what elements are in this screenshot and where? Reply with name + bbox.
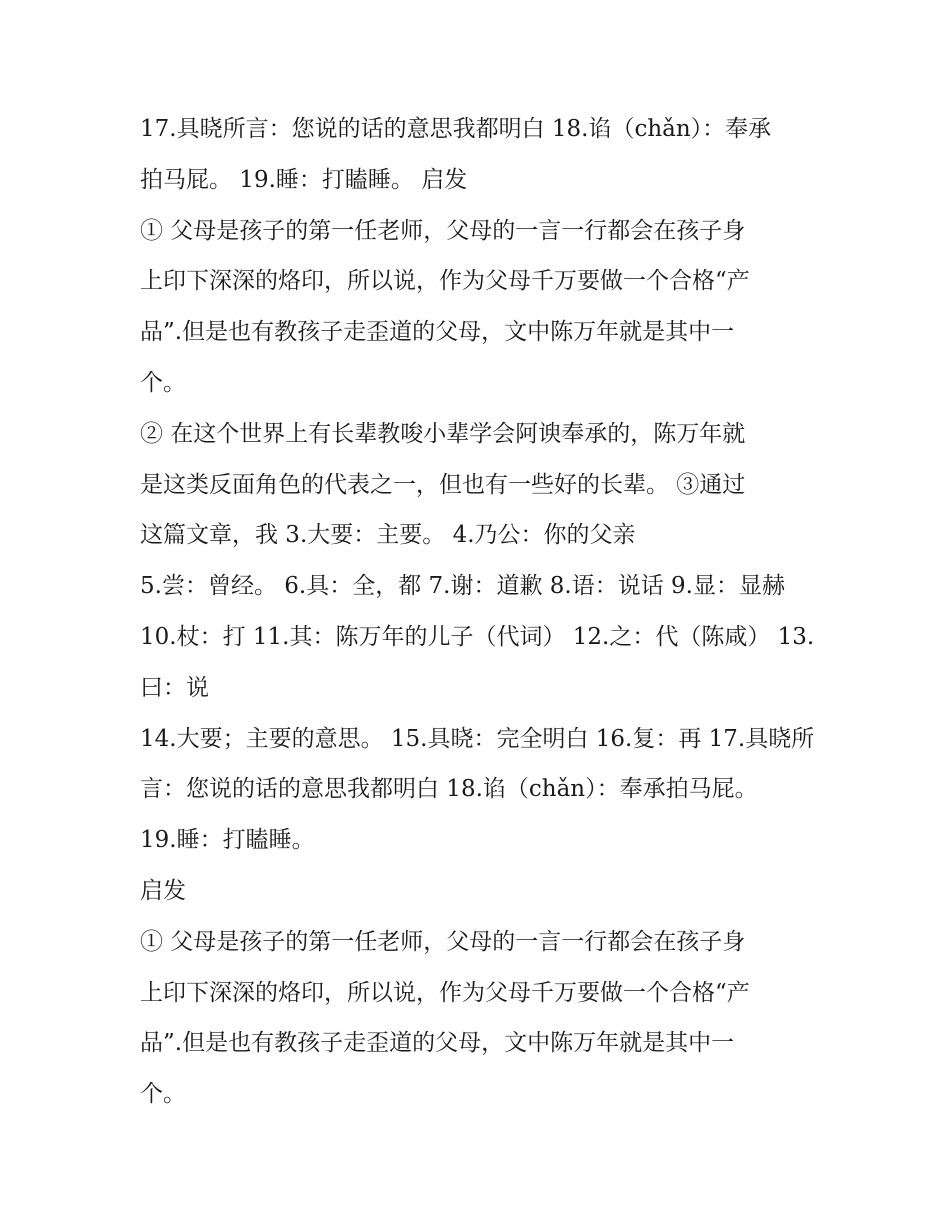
text-line: 19.睡：打瞌睡。 bbox=[140, 827, 315, 854]
text-line: 拍马屁。 19.睡：打瞌睡。 启发 bbox=[140, 166, 468, 193]
text-line: 品”.但是也有教孩子走歪道的父母，文中陈万年就是其中一 bbox=[140, 319, 735, 346]
text-line: ① 父母是孩子的第一任老师，父母的一言一行都会在孩子身 bbox=[140, 217, 746, 244]
text-line: 曰：说 bbox=[140, 674, 209, 701]
text-line: 个。 bbox=[140, 369, 186, 396]
text-line: 上印下深深的烙印，所以说，作为父母千万要做一个合格“产 bbox=[140, 268, 750, 295]
document-text bbox=[140, 104, 820, 1120]
text-line: 上印下深深的烙印，所以说，作为父母千万要做一个合格“产 bbox=[140, 979, 750, 1006]
text-line: 5.尝：曾经。 6.具：全，都 7.谢：道歉 8.语：说话 9.显：显赫 bbox=[140, 573, 785, 600]
text-line: 启发 bbox=[140, 877, 186, 904]
text-line: 个。 bbox=[140, 1081, 186, 1108]
text-line: 是这类反面角色的代表之一，但也有一些好的长辈。 ③通过 bbox=[140, 471, 746, 498]
text-line: 品”.但是也有教孩子走歪道的父母，文中陈万年就是其中一 bbox=[140, 1030, 735, 1057]
text-line: 言：您说的话的意思我都明白 18.谄（chǎn）：奉承拍马屁。 bbox=[140, 776, 758, 803]
text-line: ① 父母是孩子的第一任老师，父母的一言一行都会在孩子身 bbox=[140, 928, 746, 955]
text-line: 17.具晓所言：您说的话的意思我都明白 18.谄（chǎn）：奉承 bbox=[140, 116, 772, 142]
text-line: ② 在这个世界上有长辈教唆小辈学会阿谀奉承的，陈万年就 bbox=[140, 420, 746, 447]
text-line: 这篇文章，我 3.大要：主要。 4.乃公：你的父亲 bbox=[140, 522, 636, 549]
text-line: 10.杖：打 11.其：陈万年的儿子（代词） 12.之：代（陈咸） 13. bbox=[140, 623, 815, 650]
text-line: 14.大要；主要的意思。 15.具晓：完全明白 16.复：再 17.具晓所 bbox=[140, 725, 815, 752]
